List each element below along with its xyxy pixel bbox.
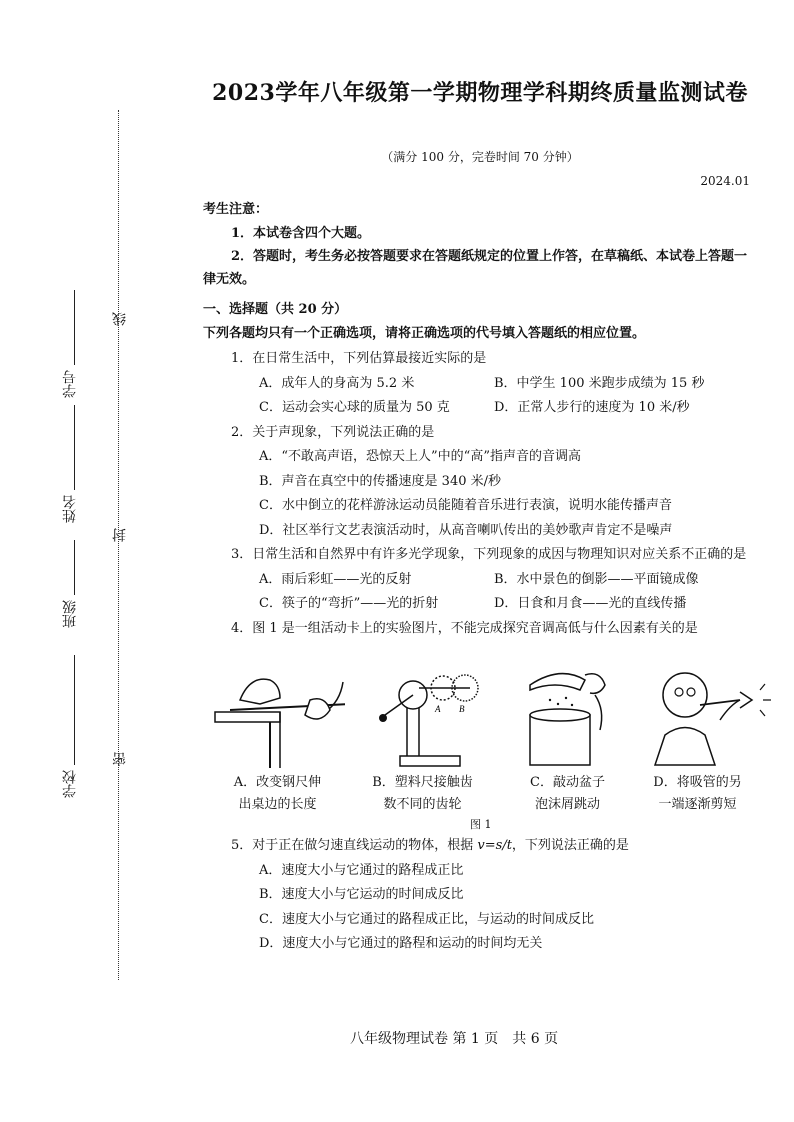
page-footer: 八年级物理试卷 第 1 页 共 6 页 (350, 1031, 559, 1047)
name-blank[interactable] (74, 405, 75, 490)
page-title: 2023学年八年级第一学期物理学科期终质量监测试卷 (212, 80, 748, 106)
q5-stem-suffix: ，下列说法正确的是 (511, 838, 629, 853)
q3-options-row2 (203, 592, 763, 617)
questions-1-4 (203, 347, 763, 641)
caption-c-line2: 泡沫屑跳动 (534, 797, 600, 812)
steel-ruler-illustration (210, 660, 345, 770)
q3-option-c: C．筷子的“弯折”——光的折射 (259, 596, 439, 611)
student-id-blank[interactable] (74, 290, 75, 365)
q5-stem-prefix: 5．对于正在做匀速直线运动的物体，根据 (231, 838, 478, 853)
student-id-label: 学号 (62, 370, 78, 398)
caption-b-line1: B．塑料尺接触齿 (372, 775, 473, 790)
caption-c-line1: C．敲动盆子 (530, 775, 605, 790)
binding-margin (60, 110, 140, 990)
cut-mark-secret: 密 (112, 752, 128, 766)
q1-stem: 1．在日常生活中，下列估算最接近实际的是 (231, 351, 487, 366)
caption-c (500, 772, 635, 816)
wheel-label-b: B (459, 704, 465, 714)
figure-1 (210, 660, 770, 835)
q1-option-a: A．成年人的身高为 5.2 米 (259, 375, 415, 391)
cut-line (118, 110, 119, 980)
basin-foam-illustration (500, 660, 635, 770)
cut-mark-line: 线 (112, 312, 128, 326)
school-label: 学校 (62, 770, 78, 798)
wheel-label-a: A (435, 704, 441, 714)
q3-option-b: B．水中景色的倒影——平面镜成像 (494, 571, 699, 587)
figure-label: 图 1 (470, 818, 492, 831)
q2-option-d: D．社区举行文艺表演活动时，从高音喇叭传出的美妙歌声肯定不是噪声 (259, 522, 673, 538)
caption-b-line2: 数不同的齿轮 (383, 797, 462, 812)
notice-item: 2．答题时，考生务必按答题要求在答题纸规定的位置上作答，在草稿纸、本试卷上答题一律无效。 (203, 249, 748, 287)
q1-options-row2 (203, 396, 763, 421)
notice-item: 1．本试卷含四个大题。 (231, 226, 371, 241)
q3-option-d: D．日食和月食——光的直线传播 (494, 596, 687, 611)
caption-d-line2: 一端逐渐剪短 (658, 797, 737, 812)
caption-a-line2: 出桌边的长度 (238, 797, 317, 812)
q1-option-d: D．正常人步行的速度为 10 米/秒 (494, 400, 690, 415)
q5-option-a: A．速度大小与它通过的路程成正比 (259, 862, 464, 878)
notice-heading: 考生注意： (203, 202, 269, 217)
school-blank[interactable] (74, 655, 75, 765)
caption-d (630, 772, 765, 816)
q1-option-b: B．中学生 100 米跑步成绩为 15 秒 (494, 375, 705, 391)
q3-options-row1 (203, 568, 763, 593)
section-heading: 一、选择题（共 20 分） (203, 302, 348, 317)
q1-options-row1 (203, 372, 763, 397)
exam-subtitle: （满分 100 分，完卷时间 70 分钟） (381, 150, 579, 164)
q2-option-c: C．水中倒立的花样游泳运动员能随着音乐进行表演，说明水能传播声音 (259, 498, 672, 513)
q1-option-c: C．运动会实心球的质量为 50 克 (259, 400, 450, 415)
cut-mark-seal: 封 (112, 528, 128, 542)
q5-formula: v=s/t (477, 838, 512, 853)
caption-a-line1: A．改变钢尺伸 (233, 775, 322, 790)
q5-stem (203, 834, 763, 859)
caption-d-line1: D．将吸管的另 (653, 775, 742, 790)
straw-cutting-illustration (645, 660, 780, 770)
q5-option-c: C．速度大小与它通过的路程成正比，与运动的时间成反比 (259, 911, 594, 927)
caption-b (355, 772, 490, 816)
notice-list (203, 222, 758, 291)
q2-option-b: B．声音在真空中的传播速度是 340 米/秒 (259, 473, 502, 489)
question-5 (203, 834, 763, 957)
q3-stem: 3．日常生活和自然界中有许多光学现象，下列现象的成因与物理知识对应关系不正确的是 (231, 547, 747, 562)
q3-option-a: A．雨后彩虹——光的反射 (259, 571, 412, 587)
q4-stem: 4．图 1 是一组活动卡上的实验图片，不能完成探究音调高低与什么因素有关的是 (231, 620, 698, 636)
q5-option-d: D．速度大小与它通过的路程和运动的时间均无关 (259, 936, 543, 951)
section-instruction: 下列各题均只有一个正确选项，请将正确选项的代号填入答题纸的相应位置。 (203, 326, 646, 341)
q2-option-a: A．“不敢高声语，恐惊天上人”中的“高”指声音的音调高 (259, 449, 581, 464)
q5-option-b: B．速度大小与它运动的时间成反比 (259, 887, 464, 902)
class-blank[interactable] (74, 540, 75, 595)
q2-stem: 2．关于声现象，下列说法正确的是 (231, 424, 435, 440)
caption-a (210, 772, 345, 816)
name-label: 姓名 (62, 495, 78, 523)
gear-wheel-illustration (355, 660, 490, 770)
class-label: 班级 (62, 600, 78, 628)
exam-date: 2024.01 (700, 174, 750, 188)
